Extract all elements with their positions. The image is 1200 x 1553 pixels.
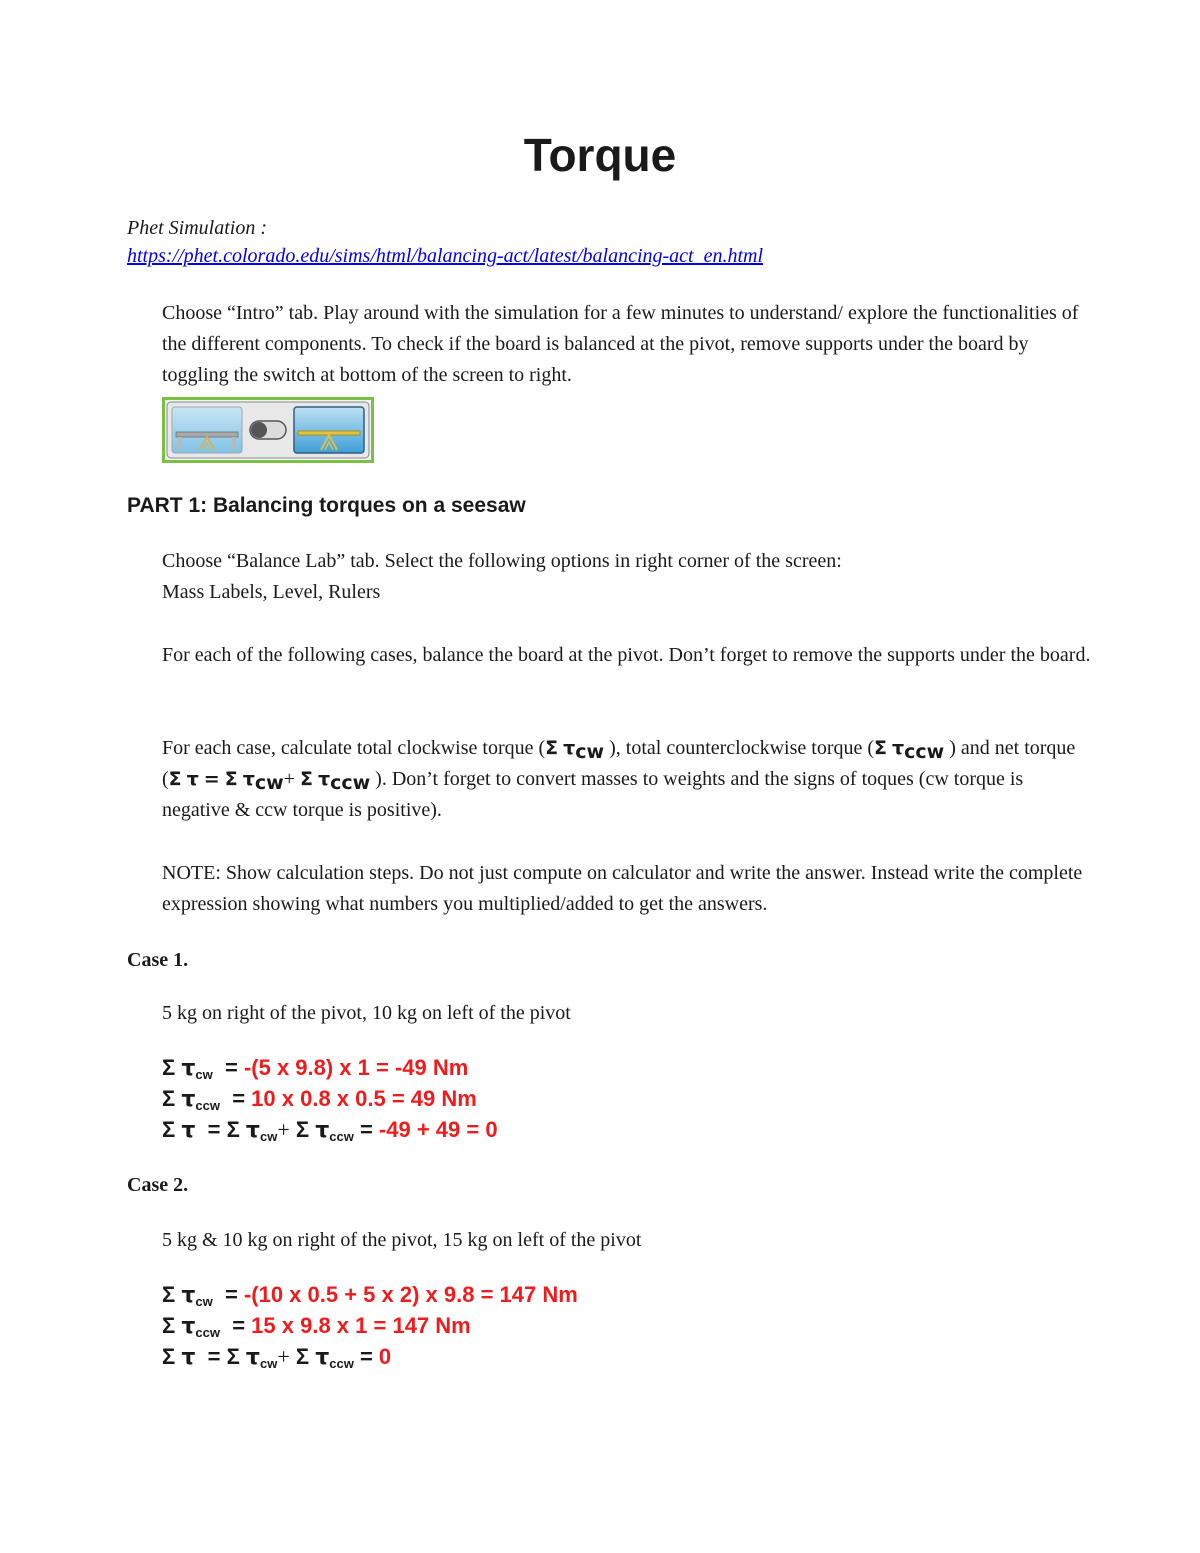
equals-symbol: =	[203, 768, 220, 790]
case2-cw-answer: -(10 x 0.5 + 5 x 2) x 9.8 = 147 Nm	[243, 1282, 578, 1307]
tau-symbol: τ	[181, 1314, 196, 1339]
sigma-symbol: Σ	[299, 768, 313, 790]
cw-subscript: cw	[254, 772, 284, 794]
part1-heading: PART 1: Balancing torques on a seesaw	[127, 494, 526, 517]
sigma-symbol: Σ	[162, 1344, 176, 1369]
sigma-symbol: Σ	[295, 1117, 310, 1142]
case2-net-answer: 0	[378, 1344, 392, 1369]
case1-ccw-equation	[162, 1084, 477, 1115]
case1-net-equation	[162, 1115, 498, 1146]
sigma-symbol: Σ	[162, 1117, 176, 1142]
ccw-subscript: ccw	[329, 1356, 354, 1371]
options-line: Mass Labels, Level, Rulers	[162, 581, 381, 603]
ccw-subscript: ccw	[330, 772, 371, 794]
case2-heading: Case 2.	[127, 1174, 189, 1196]
equals-symbol: =	[224, 1282, 238, 1307]
case1-heading: Case 1.	[127, 949, 189, 971]
intro-paragraph: Choose “Intro” tab. Play around with the simulation for a few minutes to understand/ explore the functionalities of the different components. To check if the board is balanced at the pivot, remove supports under the board by toggling the switch at bottom of the screen to right.	[162, 302, 1079, 386]
sigma-symbol: Σ	[226, 1344, 240, 1369]
note-paragraph: NOTE: Show calculation steps. Do not just compute on calculator and write the answer. Instead write the complete expression showing what numbers you multiplied/added to get the answers.	[162, 862, 1083, 915]
case1-description: 5 kg on right of the pivot, 10 kg on left of the pivot	[162, 1002, 571, 1024]
calc-text-3: ) and net torque (	[162, 737, 1076, 790]
sigma-symbol: Σ	[224, 768, 238, 790]
case2-ccw-answer: 15 x 9.8 x 1 = 147 Nm	[251, 1313, 471, 1338]
equals-symbol: =	[359, 1117, 373, 1142]
tau-symbol: τ	[315, 1118, 330, 1143]
plus-symbol: +	[277, 1344, 290, 1369]
calc-text-1: For each case, calculate total clockwise torque (	[162, 737, 546, 759]
cw-subscript: cw	[575, 741, 605, 763]
equals-symbol: =	[232, 1313, 246, 1338]
sigma-symbol: Σ	[874, 737, 887, 759]
tau-symbol: τ	[181, 1283, 196, 1308]
sigma-symbol: Σ	[168, 768, 182, 790]
case1-cw-equation	[162, 1053, 468, 1084]
tau-symbol: τ	[186, 768, 199, 790]
tau-symbol: τ	[181, 1345, 196, 1370]
calc-text-2: ), total counterclockwise torque (	[609, 737, 875, 759]
tau-symbol: τ	[315, 1345, 330, 1370]
sigma-symbol: Σ	[162, 1313, 176, 1338]
case2-description: 5 kg & 10 kg on right of the pivot, 15 kg on left of the pivot	[162, 1229, 642, 1251]
seesaw-with-supports-icon	[172, 407, 242, 453]
tau-symbol: τ	[317, 768, 331, 790]
equals-symbol: =	[207, 1117, 221, 1142]
equals-symbol: =	[207, 1344, 221, 1369]
simulation-link[interactable]: https://phet.colorado.edu/sims/html/balancing-act/latest/balancing-act_en.html	[127, 245, 764, 267]
plus-symbol: +	[277, 1117, 290, 1142]
tau-symbol: τ	[892, 737, 905, 759]
cw-subscript: cw	[195, 1067, 213, 1082]
calculate-instructions-paragraph	[162, 733, 1092, 826]
simulation-reference	[127, 214, 763, 270]
tau-symbol: τ	[181, 1087, 196, 1112]
equals-symbol: =	[224, 1055, 238, 1080]
case1-ccw-answer: 10 x 0.8 x 0.5 = 49 Nm	[251, 1086, 477, 1111]
sigma-symbol: Σ	[162, 1282, 176, 1307]
case2-net-equation	[162, 1342, 391, 1373]
tau-symbol: τ	[181, 1118, 196, 1143]
sigma-symbol: Σ	[226, 1117, 240, 1142]
seesaw-without-supports-icon	[294, 407, 364, 453]
sigma-symbol: Σ	[162, 1086, 176, 1111]
plus-symbol: +	[283, 768, 295, 790]
sigma-symbol: Σ	[162, 1055, 176, 1080]
case2-ccw-equation	[162, 1311, 471, 1342]
ccw-subscript: ccw	[904, 741, 945, 763]
tau-symbol: τ	[242, 768, 255, 790]
cw-subscript: cw	[259, 1356, 278, 1371]
equals-symbol: =	[232, 1086, 246, 1111]
case1-cw-answer: -(5 x 9.8) x 1 = -49 Nm	[243, 1055, 469, 1080]
ccw-subscript: ccw	[329, 1129, 354, 1144]
ccw-subscript: ccw	[195, 1325, 220, 1340]
sigma-symbol: Σ	[295, 1344, 310, 1369]
balance-instructions-paragraph: For each of the following cases, balance the board at the pivot. Don’t forget to remove the supports under the board.	[162, 644, 1091, 666]
choose-balance-lab-line: Choose “Balance Lab” tab. Select the following options in right corner of the screen:	[162, 550, 842, 572]
tau-symbol: τ	[563, 737, 576, 759]
tau-symbol: τ	[181, 1056, 196, 1081]
simulation-label: Phet Simulation :	[127, 217, 267, 239]
tau-symbol: τ	[245, 1118, 260, 1143]
case2-cw-equation	[162, 1280, 578, 1311]
calc-text-4: ). Don’t forget to convert masses to weights and the signs of toques (cw torque is negative & ccw torque is positive).	[162, 768, 1024, 821]
tau-symbol: τ	[245, 1345, 260, 1370]
support-toggle-image	[162, 397, 374, 463]
page-title: Torque	[523, 129, 677, 181]
cw-subscript: cw	[195, 1294, 213, 1309]
toggle-switch-icon	[250, 421, 286, 439]
support-toggle-graphic	[162, 397, 374, 463]
case1-net-answer: -49 + 49 = 0	[378, 1117, 498, 1142]
sigma-symbol: Σ	[545, 737, 559, 759]
equals-symbol: =	[359, 1344, 373, 1369]
ccw-subscript: ccw	[195, 1098, 220, 1113]
choose-balance-lab-paragraph	[162, 546, 1092, 608]
cw-subscript: cw	[259, 1129, 278, 1144]
